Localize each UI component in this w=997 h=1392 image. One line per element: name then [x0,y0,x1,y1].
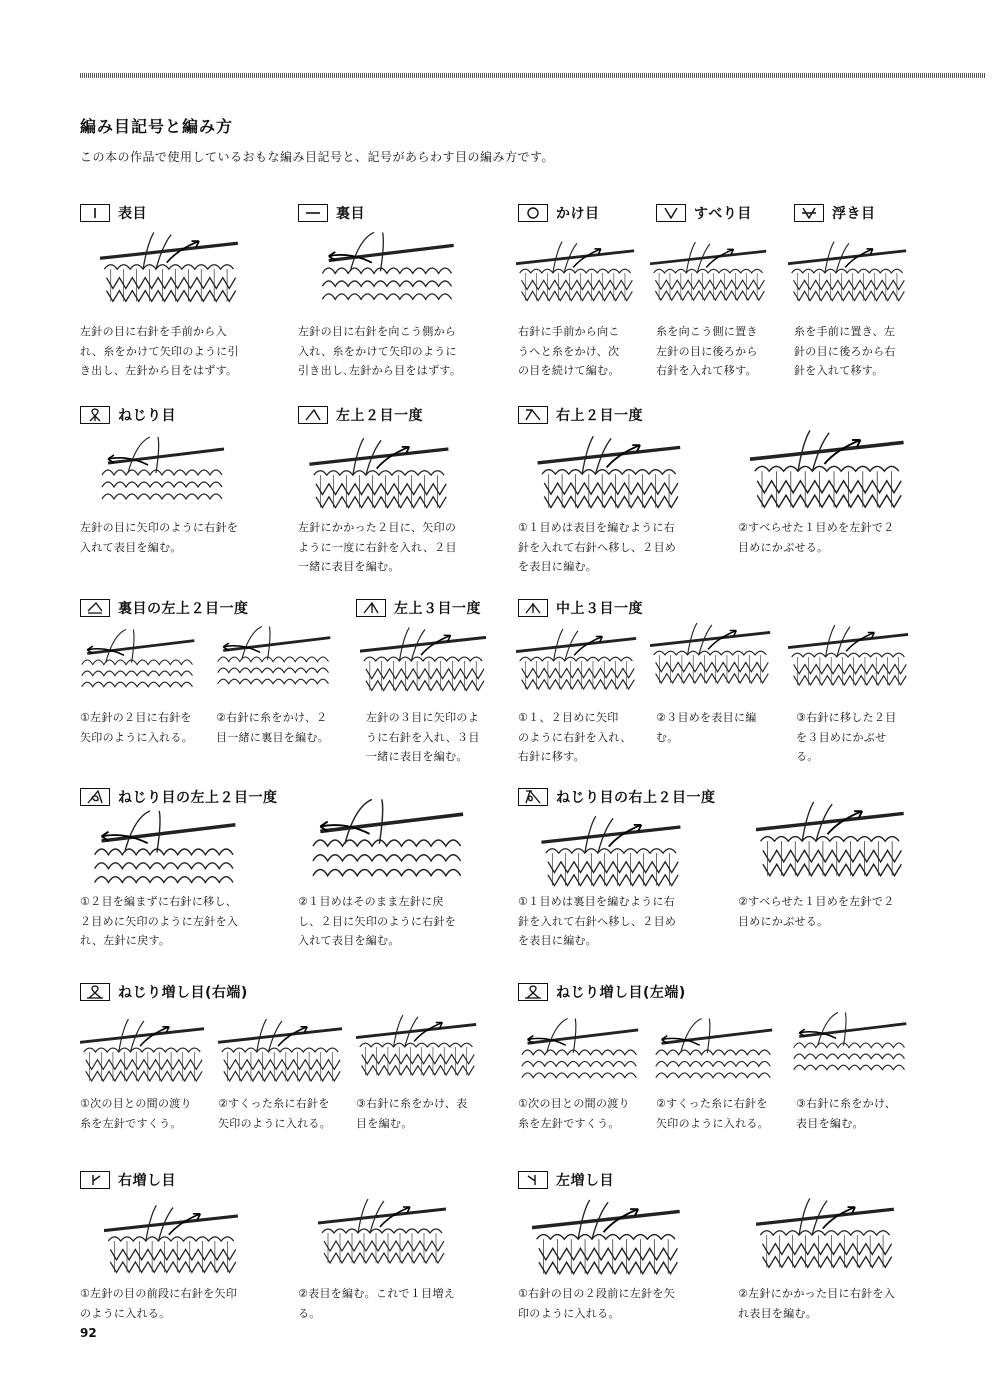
yarn-over-illustration [516,234,636,310]
intro-text: この本の作品で使用しているおもな編み目記号と、記号があらわす目の編み方です。 [80,150,555,164]
section-knit [80,202,147,224]
twisted-ssk-symbol-icon [518,788,548,806]
twisted-ssk-step2-illustration [756,790,906,890]
twisted-ssk-step1-illustration [532,814,692,890]
caption: ②すくった糸に右針を 矢印のように入れる。 [656,1097,769,1130]
page-title: 編み目記号と編み方 [80,117,234,136]
ssk-step1-illustration [530,434,690,512]
knit-symbol-icon [80,204,110,222]
m1r-symbol-icon [80,983,110,1001]
section-yarn-over [518,202,600,224]
purl-illustration [318,228,458,308]
left-increase-step1-illustration [532,1196,682,1280]
section-title: 左増し目 [556,1173,614,1189]
k2tog-illustration [300,436,460,512]
caption: ①右針の目の２段前に左針を矢 印のように入れる。 [518,1287,676,1320]
section-title: 裏目 [336,206,365,222]
ssk-step2-illustration [748,428,908,512]
cdd-step2-illustration [650,612,772,696]
section-title: 表目 [118,206,147,222]
caption: ③右針に糸をかけ、表 目を編む。 [356,1097,468,1130]
section-float-stitch [794,202,876,224]
section-title: 浮き目 [832,206,876,222]
caption: ②すべらせた１目めを左針で２ 目めにかぶせる。 [738,895,895,928]
section-title: ねじり目の左上２目一度 [118,790,278,806]
section-title: 中上３目一度 [556,601,643,617]
section-twisted [80,404,176,426]
yarn-over-symbol-icon [518,204,548,222]
k3tog-illustration [360,622,488,698]
caption: 糸を手前に置き、左 針の目に後ろから右 針を入れて移す。 [794,325,896,377]
twisted-k2tog-step1-illustration [90,808,240,890]
left-increase-step2-illustration [756,1188,896,1280]
m1r-step2-illustration [218,1010,344,1092]
twisted-k2tog-step2-illustration [308,790,468,890]
right-increase-step1-illustration [104,1200,240,1280]
m1r-step3-illustration [356,1000,478,1092]
slip-stitch-symbol-icon [656,204,686,222]
caption: ②３目めを表目に編 む。 [656,711,757,744]
m1l-step2-illustration [652,1008,776,1092]
twisted-k2tog-symbol-icon [80,788,110,806]
caption: ②右針に糸をかけ、２ 目一緒に裏目を編む。 [216,711,329,744]
section-slip-stitch [656,202,752,224]
m1r-step1-illustration [80,1010,206,1092]
section-p2tog [80,597,249,619]
twisted-illustration [98,430,228,510]
section-title: かけ目 [556,206,600,222]
caption: 左針の目に右針を向こう側から 入れ、糸をかけて矢印のように 引き出し､左針から目をはずす。 [298,325,462,377]
page-number: 92 [80,1326,97,1340]
section-title: ねじり目の右上２目一度 [556,790,716,806]
caption: ②すくった糸に右針を 矢印のように入れる。 [218,1097,331,1130]
caption: 右針に手前から向こ うへと糸をかけ、次 の目を続けて編む。 [518,325,620,377]
section-twisted-k2tog [80,786,278,808]
right-increase-symbol-icon [80,1171,110,1189]
caption: 左針の目に矢印のように右針を 入れて表目を編む。 [80,521,239,554]
cdd-symbol-icon [518,599,548,617]
caption: ①次の目との間の渡り 糸を左針ですくう。 [518,1097,630,1130]
caption: ②表目を編む。これで１目増え る。 [298,1287,456,1320]
caption: 糸を向こう側に置き 左針の目に後ろから 右針を入れて移す。 [656,325,758,377]
section-m1l [518,981,686,1003]
cdd-step3-illustration [788,616,910,696]
caption: ①左針の２目に右針を 矢印のように入れる。 [80,711,193,744]
section-title: 左上２目一度 [336,408,423,424]
caption: ①次の目との間の渡り 糸を左針ですくう。 [80,1097,192,1130]
m1l-step3-illustration [790,994,910,1092]
caption: ①左針の目の前段に右針を矢印 のように入れる。 [80,1287,238,1320]
caption: ①１目めは裏目を編むように右 針を入れて右針へ移し、２目め を表目に編む。 [518,895,677,947]
section-title: すべり目 [694,206,752,222]
section-purl [298,202,365,224]
p2tog-step1-illustration [78,624,198,696]
caption: ③右針に移した２目 を３目めにかぶせ る。 [796,711,897,763]
caption: ②すべらせた１目めを左針で２ 目めにかぶせる。 [738,521,895,554]
right-increase-step2-illustration [318,1184,448,1280]
section-left-increase [518,1169,614,1191]
knit-illustration [100,228,240,308]
section-ssk [518,404,643,426]
caption: 左針の目に右針を手前から入 れ、糸をかけて矢印のように引 き出し、左針から目をはずす。 [80,325,239,377]
slip-stitch-illustration [650,234,768,310]
section-k3tog [356,597,481,619]
section-title: 左上３目一度 [394,601,481,617]
caption: 左針の３目に矢印のよ うに右針を入れ、３目 一緒に表目を編む。 [366,711,480,763]
p2tog-symbol-icon [80,599,110,617]
p2tog-step2-illustration [214,618,334,696]
top-rule [80,73,985,78]
caption: ①１目めは表目を編むように右 針を入れて右針へ移し、２目め を表目に編む。 [518,521,677,573]
ssk-symbol-icon [518,406,548,424]
float-stitch-illustration [788,234,908,310]
caption: ②１目めはそのまま左針に戻 し、２目に矢印のように右針を 入れて表目を編む。 [298,895,457,947]
m1l-step1-illustration [518,1008,642,1092]
cdd-step1-illustration [516,624,638,696]
caption: ③右針に糸をかけ、 表目を編む。 [796,1097,897,1130]
section-title: ねじり増し目(左端) [556,985,686,1001]
caption: 左針にかかった２目に、矢印の ように一度に右針を入れ、２目 一緒に表目を編む。 [298,521,457,573]
section-right-increase [80,1169,176,1191]
caption: ①２目を編まずに右針に移し、 ２目めに矢印のように左針を入 れ、左針に戻す。 [80,895,239,947]
section-twisted-ssk [518,786,716,808]
caption: ①１、２目めに矢印 のように右針を入れ、 右針に移す。 [518,711,632,763]
section-title: 右上２目一度 [556,408,643,424]
float-stitch-symbol-icon [794,204,824,222]
left-increase-symbol-icon [518,1171,548,1189]
m1l-symbol-icon [518,983,548,1001]
k3tog-symbol-icon [356,599,386,617]
section-title: 裏目の左上２目一度 [118,601,249,617]
section-title: ねじり目 [118,408,176,424]
purl-symbol-icon [298,204,328,222]
twisted-stitch-symbol-icon [80,406,110,424]
section-title: ねじり増し目(右端) [118,985,248,1001]
caption: ②左針にかかった目に右針を入 れ表目を編む。 [738,1287,896,1320]
section-title: 右増し目 [118,1173,176,1189]
section-m1r [80,981,248,1003]
section-cdd [518,597,643,619]
k2tog-symbol-icon [298,406,328,424]
section-k2tog [298,404,423,426]
